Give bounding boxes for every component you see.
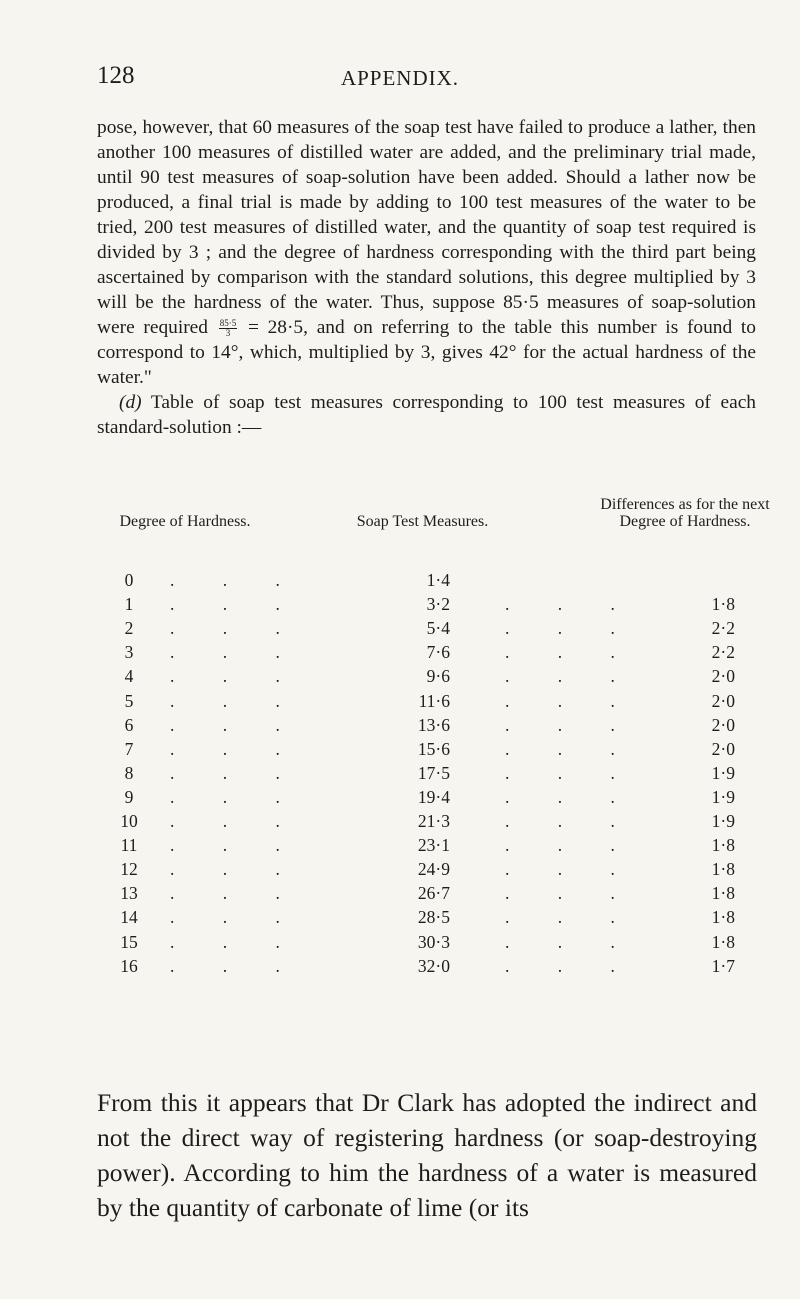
page-header: [0, 62, 800, 92]
fraction: $\frac{85\cdot 5}{3}$: [219, 318, 237, 339]
column-header-soap: Soap Test Measures.: [356, 513, 489, 530]
degree-cell: 11: [120, 835, 138, 856]
degree-cell: 7: [124, 738, 134, 759]
degree-cell: 1: [124, 594, 134, 615]
difference-cell: 1·9: [711, 811, 735, 831]
difference-cell: 2·2: [711, 642, 735, 663]
degree-cell: 16: [120, 955, 138, 976]
degree-cell: 6: [124, 714, 134, 735]
soap-measure-cell: 3·2: [426, 594, 450, 615]
degree-cell: 9: [124, 786, 134, 807]
paragraph-2: (d) Table of soap test measures corresponding to 100 test measures of each standard-solution :—: [97, 392, 757, 438]
degree-cell: 0: [124, 570, 134, 590]
difference-cell: 1·8: [711, 883, 735, 904]
difference-cell: 1·8: [711, 594, 735, 615]
degree-cell: 10: [120, 811, 138, 831]
leader-dots: . . .: [170, 955, 302, 976]
soap-measure-cell: 1·4: [426, 570, 450, 590]
leader-dots: . . .: [170, 811, 302, 831]
running-head: APPENDIX.: [340, 66, 460, 90]
soap-measure-cell: 19·4: [417, 786, 450, 807]
degree-cell: 13: [120, 883, 138, 904]
soap-measure-cell: 13·6: [417, 714, 450, 735]
leader-dots: . . .: [170, 738, 302, 759]
soap-measure-cell: 11·6: [418, 690, 450, 711]
item-label: (d): [119, 392, 142, 413]
leader-dots: . . .: [170, 714, 302, 735]
soap-measure-cell: 17·5: [417, 762, 450, 783]
degree-cell: 12: [120, 859, 138, 880]
leader-dots: . . .: [170, 786, 302, 807]
difference-cell: 1·7: [711, 955, 735, 976]
soap-measure-cell: 26·7: [417, 883, 450, 904]
leader-dots: . . .: [505, 811, 637, 831]
difference-cell: 2·0: [711, 714, 735, 735]
table-row: [0, 666, 800, 690]
soap-measure-cell: 15·6: [417, 738, 450, 759]
difference-cell: 1·8: [711, 907, 735, 928]
table-row: [0, 835, 800, 859]
table-row: [0, 907, 800, 931]
degree-cell: 8: [124, 762, 134, 783]
leader-dots: . . .: [505, 762, 637, 783]
table-row: [0, 570, 800, 594]
table-row: [0, 956, 800, 980]
leader-dots: . . .: [505, 931, 637, 952]
leader-dots: . . .: [170, 570, 302, 590]
leader-dots: . . .: [505, 955, 637, 976]
leader-dots: . . .: [505, 642, 637, 663]
soap-measure-cell: 5·4: [426, 618, 450, 639]
leader-dots: . . .: [505, 835, 637, 856]
leader-dots: . . .: [170, 931, 302, 952]
degree-cell: 2: [124, 618, 134, 639]
degree-cell: 14: [120, 907, 138, 928]
table-row: [0, 642, 800, 666]
leader-dots: . . .: [505, 859, 637, 880]
table-row: [0, 691, 800, 715]
difference-cell: 1·9: [711, 786, 735, 807]
leader-dots: . . .: [505, 883, 637, 904]
soap-measure-cell: 21·3: [417, 811, 450, 831]
leader-dots: . . .: [170, 642, 302, 663]
table-row: [0, 811, 800, 835]
leader-dots: . . .: [505, 714, 637, 735]
difference-cell: 1·8: [711, 835, 735, 856]
table-row: [0, 787, 800, 811]
table-row: [0, 618, 800, 642]
soap-measure-cell: 7·6: [426, 642, 450, 663]
leader-dots: . . .: [170, 835, 302, 856]
soap-measure-cell: 24·9: [417, 859, 450, 880]
table-row: [0, 932, 800, 956]
soap-measure-cell: 23·1: [417, 835, 450, 856]
soap-measure-cell: 32·0: [417, 955, 450, 976]
column-header-differences: Differences as for the next Degree of Hardness.: [600, 496, 770, 530]
leader-dots: . . .: [505, 786, 637, 807]
leader-dots: . . .: [170, 883, 302, 904]
leader-dots: . . .: [170, 690, 302, 711]
leader-dots: . . .: [505, 594, 637, 615]
table-row: [0, 763, 800, 787]
leader-dots: . . .: [170, 762, 302, 783]
column-header-degree: Degree of Hardness.: [119, 513, 251, 530]
leader-dots: . . .: [170, 594, 302, 615]
leader-dots: . . .: [505, 690, 637, 711]
table-row: [0, 739, 800, 763]
leader-dots: . . .: [505, 738, 637, 759]
soap-measure-cell: 28·5: [417, 907, 450, 928]
leader-dots: . . .: [505, 907, 637, 928]
leader-dots: . . .: [170, 859, 302, 880]
difference-cell: 2·0: [711, 738, 735, 759]
difference-cell: 1·8: [711, 859, 735, 880]
degree-cell: 15: [120, 931, 138, 952]
page-number: 128: [97, 62, 135, 89]
difference-cell: 2·2: [711, 618, 735, 639]
table-row: [0, 594, 800, 618]
degree-cell: 3: [124, 642, 134, 663]
leader-dots: . . .: [170, 907, 302, 928]
leader-dots: . . .: [170, 666, 302, 687]
paragraph-1: pose, however, that 60 measures of the soap test have failed to produce a lather, then another 100 measures of distilled water are added, and the preliminary trial made, until 90 test measures of soap-solution have been added. Should a lather now be produced, a final trial is made by adding to 100 test measures of the water to be tried, 200 test measures of distilled water, and the quantity of soap test required is divided by 3 ; and the degree of hardness corresponding with the third part being ascertained by comparison with the standard solutions, this degree multiplied by 3 will be the hardness of the water. Thus, suppose 85·5 measures of soap-solution were required $\frac{85\cdot 5}{3}$ = 28·5, and on referring to the table this number is found to correspond to 14°, which, multiplied by 3, gives 42° for the actual hardness of the water.": [97, 117, 756, 388]
difference-cell: 2·0: [711, 690, 735, 711]
table-row: [0, 859, 800, 883]
body-text: [97, 115, 756, 440]
difference-cell: 1·9: [711, 762, 735, 783]
degree-cell: 5: [124, 690, 134, 711]
degree-cell: 4: [124, 666, 134, 687]
leader-dots: . . .: [505, 618, 637, 639]
soap-measure-cell: 9·6: [426, 666, 450, 687]
soap-measure-cell: 30·3: [417, 931, 450, 952]
difference-cell: 1·8: [711, 931, 735, 952]
table-row: [0, 715, 800, 739]
table-row: [0, 883, 800, 907]
difference-cell: 2·0: [711, 666, 735, 687]
closing-paragraph: From this it appears that Dr Clark has adopted the indirect and not the direct way of registering hardness (or soap-destroying power). According to him the hardness of a water is measured by the quantity of carbonate of lime (or its: [97, 1088, 757, 1222]
leader-dots: . . .: [505, 666, 637, 687]
leader-dots: . . .: [170, 618, 302, 639]
